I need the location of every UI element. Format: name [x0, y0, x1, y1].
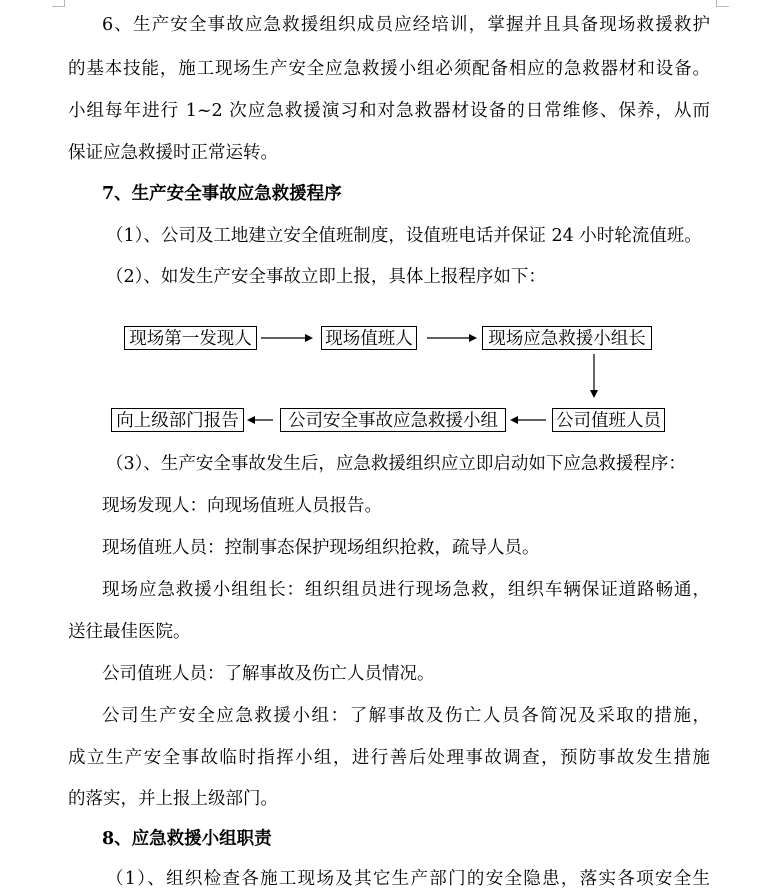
- flow-arrow-left-2: [245, 412, 277, 428]
- section7-heading: 7、生产安全事故应急救援程序: [102, 184, 342, 204]
- flow-arrow-right-2: [423, 330, 479, 346]
- flow-box-site-team-leader: 现场应急救援小组长: [482, 326, 652, 350]
- procedure-company-team-line2: 成立生产安全事故临时指挥小组，进行善后处理事故调查，预防事故发生措施: [68, 748, 710, 768]
- section8-item1-partial: （1）、组织检查各施工现场及其它生产部门的安全隐患，落实各项安全生: [106, 869, 710, 889]
- section8-heading: 8、应急救援小组职责: [102, 829, 272, 849]
- flow-box-report-superior: 向上级部门报告: [111, 408, 244, 432]
- procedure-team-leader-line2: 送往最佳医院。: [68, 622, 191, 642]
- procedure-site-duty-staff: 现场值班人员：控制事态保护现场组织抢救，疏导人员。: [102, 538, 540, 558]
- page-corner-mark-right: [716, 0, 729, 7]
- procedure-company-team-line3: 的落实，并上报上级部门。: [68, 789, 278, 809]
- section6-line2: 的基本技能，施工现场生产安全应急救援小组必须配备相应的急救器材和设备。: [68, 59, 710, 79]
- section6-line3: 小组每年进行 1~2 次应急救援演习和对急救器材设备的日常维修、保养，从而: [68, 101, 710, 121]
- section6-line1: 6、生产安全事故应急救援组织成员应经培训，掌握并且具备现场救援救护: [102, 15, 710, 35]
- procedure-team-leader-line1: 现场应急救援小组组长：组织组员进行现场急救，组织车辆保证道路畅通，: [102, 580, 710, 600]
- flow-arrow-left-1: [508, 412, 550, 428]
- flow-box-company-team: 公司安全事故应急救援小组: [280, 408, 506, 432]
- section7-item1: （1）、公司及工地建立安全值班制度，设值班电话并保证 24 小时轮流值班。: [106, 226, 702, 246]
- flow-box-site-duty-staff: 现场值班人: [321, 326, 417, 350]
- section7-item3: （3）、生产安全事故发生后，应急救援组织应立即启动如下应急救援程序：: [106, 454, 686, 474]
- page-corner-mark-left: [52, 0, 65, 7]
- flow-arrow-down: [586, 352, 602, 400]
- procedure-company-duty-staff: 公司值班人员：了解事故及伤亡人员情况。: [102, 664, 435, 684]
- procedure-site-discoverer: 现场发现人：向现场值班人员报告。: [102, 496, 382, 516]
- procedure-company-team-line1: 公司生产安全应急救援小组：了解事故及伤亡人员各简况及采取的措施，: [102, 706, 710, 726]
- section6-line4: 保证应急救援时正常运转。: [68, 143, 278, 163]
- flow-arrow-right-1: [259, 330, 315, 346]
- flow-box-company-duty-staff: 公司值班人员: [552, 408, 665, 432]
- section7-item2: （2）、如发生产安全事故立即上报，具体上报程序如下：: [106, 267, 546, 287]
- flow-box-first-discoverer: 现场第一发现人: [124, 326, 257, 350]
